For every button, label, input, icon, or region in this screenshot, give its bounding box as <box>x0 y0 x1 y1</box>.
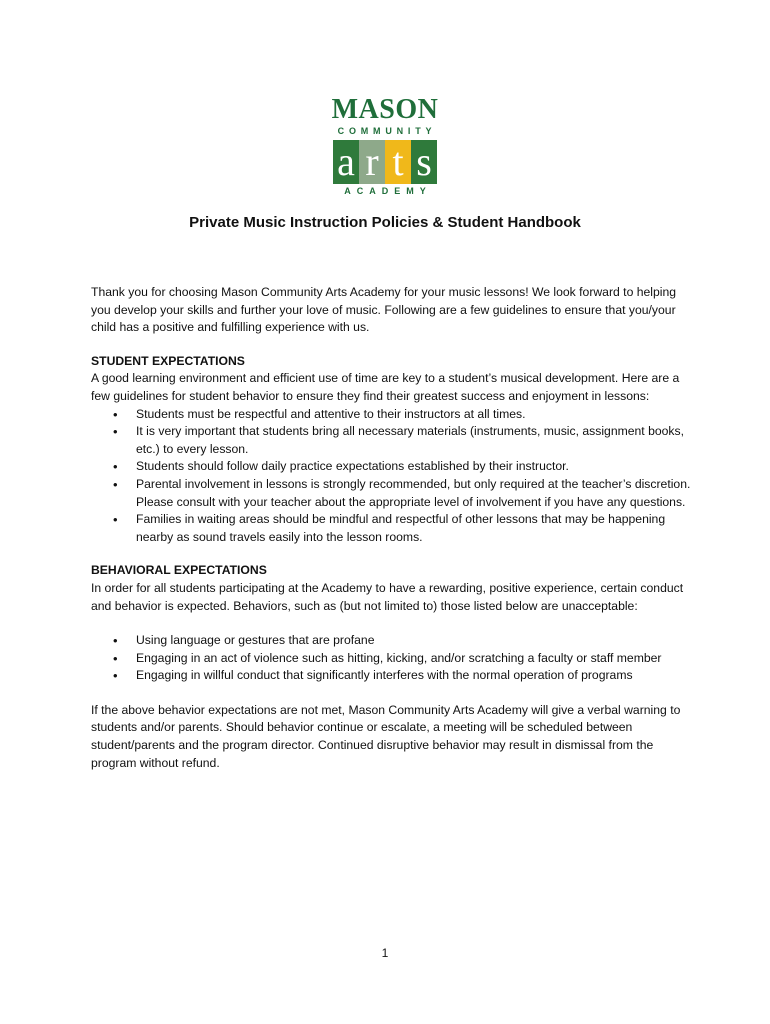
student-expectations-heading: STUDENT EXPECTATIONS <box>91 353 245 368</box>
list-item: • Students should follow daily practice expectations established by their instructor. <box>136 458 691 476</box>
behavioral-expectations-list <box>91 632 691 685</box>
list-item: • Engaging in an act of violence such as hitting, kicking, and/or scratching a faculty or staff member <box>136 650 691 668</box>
list-item: • It is very important that students bring all necessary materials (instruments, music, assignment books, etc.) to every lesson. <box>136 423 691 458</box>
logo-academy-text: ACADEMY <box>344 186 432 196</box>
logo-arts-tile: s <box>411 140 437 184</box>
logo-community-text: COMMUNITY <box>337 126 437 136</box>
intro-paragraph: Thank you for choosing Mason Community Arts Academy for your music lessons! We look forward to helping you develop your skills and further your love of music. Following are a few guidelines to ensure that you/your child has a positive and fulfilling experience with us. <box>91 285 677 335</box>
logo-arts-tile: r <box>359 140 385 184</box>
list-item: • Using language or gestures that are profane <box>136 632 691 650</box>
logo-mason-text: MASON <box>331 94 439 125</box>
page-number: 1 <box>381 946 389 960</box>
document-title: Private Music Instruction Policies & Student Handbook <box>189 214 581 231</box>
student-expectations-text: A good learning environment and efficient use of time are key to a student’s musical development. Here are a few guidelines for student behavior to ensure they find their greatest success and enjoyment in lessons: <box>91 371 680 403</box>
behavioral-expectations-text: In order for all students participating at the Academy to have a rewarding, positive experience, certain conduct and behavior is expected. Behaviors, such as (but not limited to) those listed below are unacceptable: <box>91 580 684 613</box>
mason-arts-academy-logo <box>328 96 442 196</box>
closing-paragraph: If the above behavior expectations are not met, Mason Community Arts Academy will give a verbal warning to students and/or parents. Should behavior continue or escalate, a meeting will be scheduled between student/parents and the program director. Continued disruptive behavior may result in dismissal from the program without refund. <box>91 702 681 770</box>
behavioral-expectations-heading: BEHAVIORAL EXPECTATIONS <box>91 563 267 578</box>
list-item: • Engaging in willful conduct that significantly interferes with the normal operation of programs <box>136 667 691 685</box>
list-item: • Families in waiting areas should be mindful and respectful of other lessons that may be happening nearby as sound travels easily into the lesson rooms. <box>136 511 691 546</box>
logo-arts-tiles <box>328 140 442 184</box>
document-body <box>91 284 691 772</box>
list-item: • Parental involvement in lessons is strongly recommended, but only required at the teacher’s discretion. Please consult with your teacher about the appropriate level of involvement if you have any questions. <box>136 476 691 511</box>
student-expectations-list <box>91 406 691 547</box>
list-item: • Students must be respectful and attentive to their instructors at all times. <box>136 406 691 424</box>
logo-arts-tile: a <box>333 140 359 184</box>
logo-arts-tile: t <box>385 140 411 184</box>
